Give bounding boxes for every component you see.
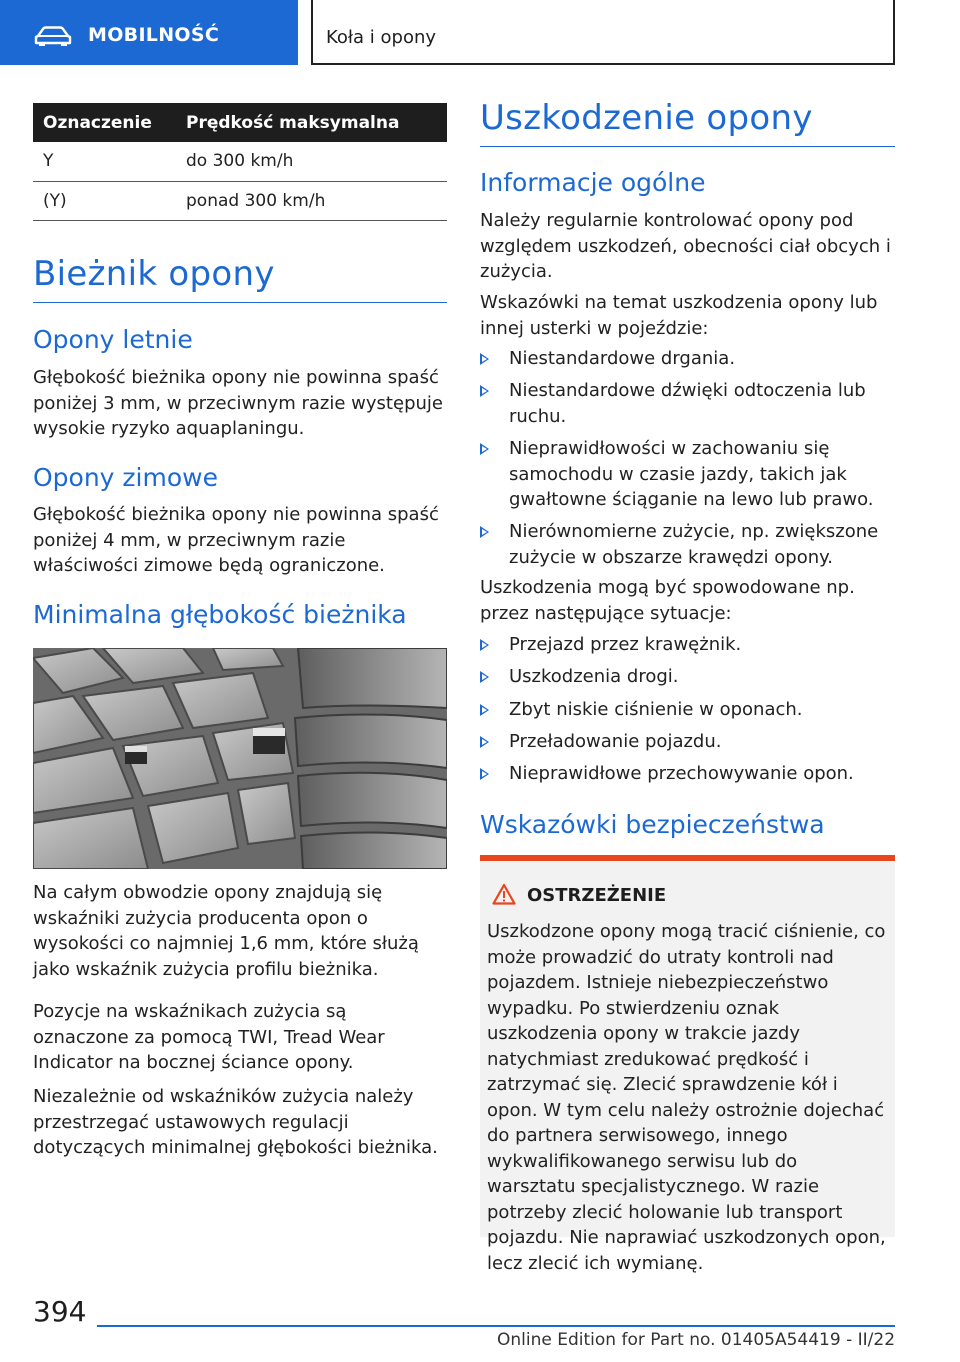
winter-text: Głębokość bieżnika opony nie powinna spaść poniżej 4 mm, w przeciwnym razie właściwości zimowe będą ograniczone. bbox=[33, 504, 439, 576]
table-header-row bbox=[33, 103, 447, 142]
winter-heading: Opony zimowe bbox=[33, 463, 218, 492]
table-cell: do 300 km/h bbox=[176, 142, 447, 181]
table-cell: ponad 300 km/h bbox=[176, 181, 447, 220]
hints-list bbox=[480, 346, 895, 576]
car-icon bbox=[34, 26, 72, 46]
list-item-text: Nieprawidłowe przechowywanie opon. bbox=[509, 763, 854, 784]
section-tab[interactable] bbox=[0, 0, 298, 65]
bullet-icon bbox=[480, 704, 489, 716]
summer-text: Głębokość bieżnika opony nie powinna spaść poniżej 3 mm, w przeciwnym razie występuje wysokie ryzyko aquaplaningu. bbox=[33, 367, 443, 439]
heading-rule bbox=[480, 146, 895, 147]
table-header-cell: Oznaczenie bbox=[33, 103, 176, 142]
warning-triangle-icon bbox=[492, 883, 516, 905]
list-item-text: Nierównomierne zużycie, np. zwiększone zużycie w obszarze krawędzi opony. bbox=[509, 521, 879, 568]
table-row bbox=[33, 142, 447, 181]
section-title: MOBILNOŚĆ bbox=[88, 24, 220, 46]
bullet-icon bbox=[480, 526, 489, 538]
general-text: Należy regularnie kontrolować opony pod względem uszkodzeń, obecności ciał obcych i zużycia. bbox=[480, 210, 891, 282]
bullet-icon bbox=[480, 768, 489, 780]
damage-heading: Uszkodzenie opony bbox=[480, 98, 813, 138]
warning-box bbox=[480, 855, 895, 1274]
min-depth-heading: Minimalna głębokość bieżnika bbox=[33, 600, 407, 629]
table-cell: (Y) bbox=[33, 181, 176, 220]
safety-heading: Wskazówki bezpieczeństwa bbox=[480, 810, 825, 839]
general-heading: Informacje ogólne bbox=[480, 168, 706, 197]
summer-heading: Opony letnie bbox=[33, 325, 193, 354]
twi-text: Pozycje na wskaźnikach zużycia są oznaczone za pomocą TWI, Tread Wear Indicator na bocznej ściance opony. bbox=[33, 1001, 385, 1073]
tread-heading: Bieżnik opony bbox=[33, 254, 275, 294]
chapter-title-box bbox=[311, 0, 895, 65]
bullet-icon bbox=[480, 353, 489, 365]
causes-intro: Uszkodzenia mogą być spowodowane np. przez następujące sytuacje: bbox=[480, 577, 855, 624]
causes-list bbox=[480, 632, 895, 792]
bullet-icon bbox=[480, 385, 489, 397]
list-item-text: Niestandardowe dźwięki odtoczenia lub ruchu. bbox=[509, 380, 866, 427]
list-item-text: Przeładowanie pojazdu. bbox=[509, 731, 722, 752]
regulation-text: Niezależnie od wskaźników zużycia należy przestrzegać ustawowych regulacji dotyczących minimalnej głębokości bieżnika. bbox=[33, 1086, 438, 1158]
list-item-text: Nieprawidłowości w zachowaniu się samochodu w czasie jazdy, takich jak gwałtowne ściąganie na lewo lub prawo. bbox=[509, 438, 874, 510]
warning-text: Uszkodzone opony mogą tracić ciśnienie, co może prowadzić do utraty kontroli nad pojazdem. Istnieje niebezpieczeństwo wypadku. Po stwierdzeniu oznak uszkodzenia opony w trakcie jazdy natychmiast zredukować prędkość i zatrzymać się. Zlecić sprawdzenie kół i opon. W tym celu należy ostrożnie dojechać do partnera serwisowego, innego wykwalifikowanego serwisu lub do warsztatu specjalistycznego. W razie potrzeby zlecić holowanie lub transport pojazdu. Nie naprawiać uszkodzonych opon, lecz zlecić ich wymianę. bbox=[487, 921, 886, 1274]
bullet-icon bbox=[480, 671, 489, 683]
wear-indicator-text: Na całym obwodzie opony znajdują się wskaźniki zużycia producenta opon o wysokości co najmniej 1,6 mm, które służą jako wskaźnik zużycia profilu bieżnika. bbox=[33, 882, 419, 980]
edition-note: Online Edition for Part no. 01405A54419 - II/22 bbox=[497, 1330, 896, 1350]
bullet-icon bbox=[480, 639, 489, 651]
table-row bbox=[33, 181, 447, 220]
list-item-text: Uszkodzenia drogi. bbox=[509, 666, 679, 687]
page-number: 394 bbox=[33, 1295, 87, 1328]
bullet-icon bbox=[480, 443, 489, 455]
chapter-title: Koła i opony bbox=[326, 27, 437, 48]
hints-intro: Wskazówki na temat uszkodzenia opony lub innej usterki w pojeździe: bbox=[480, 292, 878, 339]
table-header-cell: Prędkość maksymalna bbox=[176, 103, 447, 142]
left-column bbox=[33, 103, 447, 221]
list-item-text: Przejazd przez krawężnik. bbox=[509, 634, 742, 655]
warning-label: OSTRZEŻENIE bbox=[527, 885, 667, 906]
tire-tread-image bbox=[33, 648, 447, 869]
footer-rule bbox=[97, 1325, 895, 1327]
table-cell: Y bbox=[33, 142, 176, 181]
bullet-icon bbox=[480, 736, 489, 748]
list-item-text: Zbyt niskie ciśnienie w oponach. bbox=[509, 699, 803, 720]
heading-rule bbox=[33, 302, 447, 303]
tire-tread-illustration bbox=[33, 648, 447, 869]
list-item-text: Niestandardowe drgania. bbox=[509, 348, 736, 369]
speed-rating-table bbox=[33, 103, 447, 221]
